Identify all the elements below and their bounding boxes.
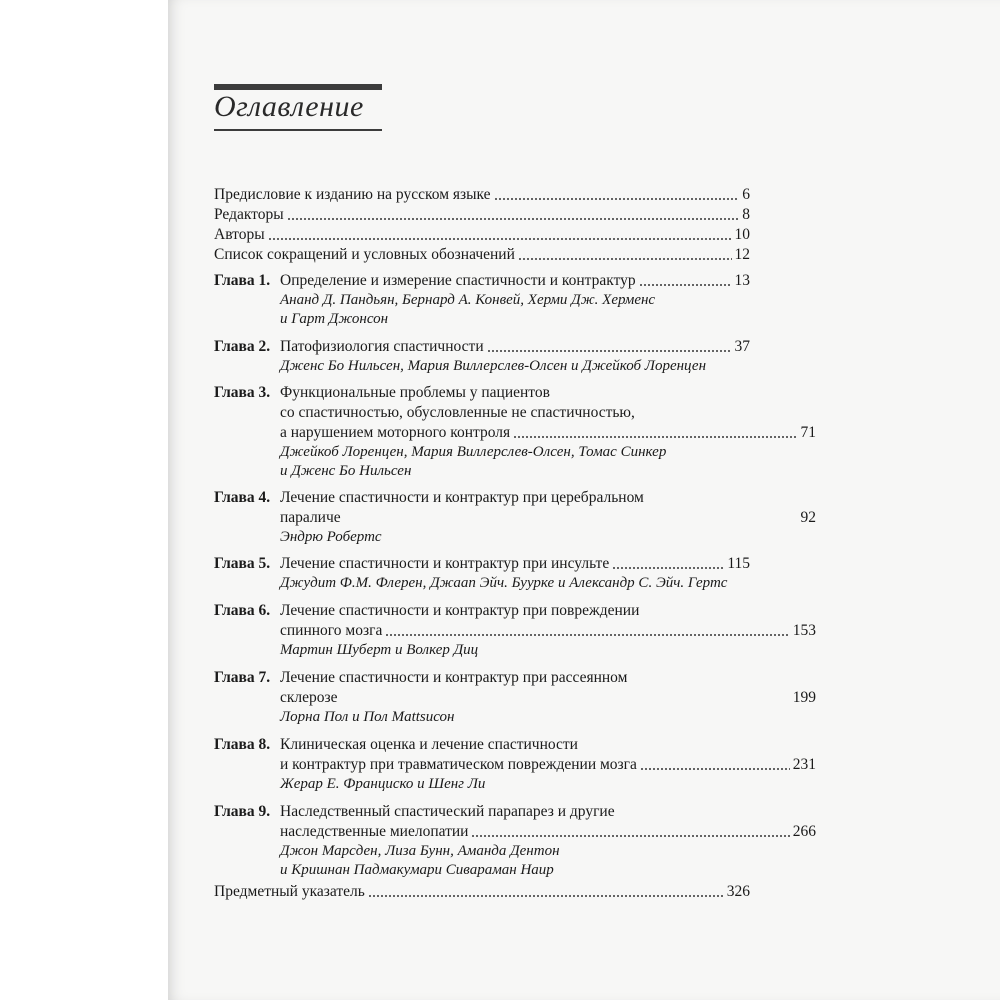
chapter-authors: и Гарт Джонсон <box>280 311 389 327</box>
chapter-authors: Ананд Д. Пандьян, Бернард А. Конвей, Херми Дж. Херменс <box>280 292 656 308</box>
chapter-4-heading <box>214 487 750 509</box>
chapter-page: 37 <box>734 338 750 355</box>
leader-dots <box>268 238 732 240</box>
chapter-label: Глава 9. <box>214 803 271 820</box>
chapter-title: наследственные миелопатии <box>280 823 469 840</box>
toc-entry-title: Предисловие к изданию на русском языке <box>214 186 491 203</box>
toc-entry <box>214 224 750 246</box>
chapter-title: спинного мозга <box>280 622 383 639</box>
chapter-title: склерозе <box>280 689 338 706</box>
chapter-label: Глава 7. <box>214 669 271 686</box>
chapter-authors: Эндрю Робертс <box>280 529 382 545</box>
toc-entry-title: Редакторы <box>214 206 284 223</box>
chapter-title: Определение и измерение спастичности и контрактур <box>280 272 636 289</box>
chapter-page: 199 <box>792 689 816 706</box>
chapter-label: Глава 4. <box>214 489 271 506</box>
leader-dots <box>494 198 740 200</box>
chapter-title: Лечение спастичности и контрактур при рассеянном <box>280 669 628 686</box>
leader-dots <box>471 835 789 837</box>
chapter-page: 115 <box>727 555 750 572</box>
leader-dots <box>385 634 789 636</box>
chapter-authors: Жерар Е. Франциско и Шенг Ли <box>280 776 486 792</box>
chapter-title: Лечение спастичности и контрактур при инсульте <box>280 555 610 572</box>
chapter-label: Глава 6. <box>214 602 271 619</box>
toc-entry-page: 6 <box>742 186 750 203</box>
chapter-title: а нарушением моторного контроля <box>280 424 511 441</box>
chapter-6-heading <box>214 600 750 622</box>
chapter-label: Глава 5. <box>214 555 271 572</box>
chapter-title: Наследственный спастический парапарез и другие <box>280 803 615 820</box>
chapter-title: и контрактур при травматическом повреждении мозга <box>280 756 637 773</box>
chapter-page: 231 <box>792 756 816 773</box>
chapter-title: Лечение спастичности и контрактур при повреждении <box>280 602 640 619</box>
chapter-label: Глава 1. <box>214 272 271 289</box>
chapter-authors: Мартин Шуберт и Волкер Диц <box>280 642 479 658</box>
chapter-authors: и Дженс Бо Нильсен <box>280 463 412 479</box>
chapter-page: 71 <box>800 424 816 441</box>
chapter-title: Клиническая оценка и лечение спастичности <box>280 736 578 753</box>
chapter-title: Лечение спастичности и контрактур при церебральном <box>280 489 644 506</box>
leader-dots <box>518 258 732 260</box>
chapter-9-heading <box>214 801 750 823</box>
toc-entry-title: Список сокращений и условных обозначений <box>214 246 515 263</box>
leader-dots <box>487 350 732 352</box>
chapter-authors: Джейкоб Лоренцен, Мария Виллерслев-Олсен, Томас Синкер <box>280 444 667 460</box>
title-rule <box>214 129 382 131</box>
chapter-title: со спастичностью, обусловленные не спастичностью, <box>280 404 635 421</box>
chapter-8-heading <box>214 734 750 756</box>
chapter-page: 13 <box>734 272 750 289</box>
leader-dots <box>612 567 724 569</box>
chapter-title: Патофизиология спастичности <box>280 338 484 355</box>
toc-entry-page: 8 <box>742 206 750 223</box>
chapter-label: Глава 2. <box>214 338 271 355</box>
toc-entry <box>214 204 750 226</box>
leader-dots <box>639 284 732 286</box>
page-title: Оглавление <box>214 90 364 123</box>
chapter-title: Функциональные проблемы у пациентов <box>280 384 550 401</box>
chapter-label: Глава 8. <box>214 736 271 753</box>
chapter-title-continued <box>214 402 816 424</box>
chapter-label: Глава 3. <box>214 384 271 401</box>
toc-entry-title: Предметный указатель <box>214 883 365 900</box>
chapter-page: 266 <box>792 823 816 840</box>
chapter-authors: Дженс Бо Нильсен, Мария Виллерслев-Олсен и Джейкоб Лоренцен <box>280 358 707 374</box>
leader-dots <box>640 768 790 770</box>
chapter-3-heading <box>214 382 750 404</box>
chapter-title: параличе <box>280 509 341 526</box>
toc-entry-index <box>214 881 750 903</box>
leader-dots <box>287 218 740 220</box>
toc-entry-page: 326 <box>726 883 750 900</box>
toc-entry-title: Авторы <box>214 226 265 243</box>
chapter-page: 153 <box>792 622 816 639</box>
chapter-authors: Джудит Ф.М. Флерен, Джаап Эйч. Буурке и Александр С. Эйч. Гертс <box>280 575 728 591</box>
chapter-authors: Джон Марсден, Лиза Бунн, Аманда Дентон <box>280 843 560 859</box>
toc-entry-page: 10 <box>734 226 750 243</box>
toc-entry <box>214 244 750 266</box>
chapter-7-heading <box>214 667 750 689</box>
chapter-page: 92 <box>800 509 816 526</box>
chapter-authors: и Кришнан Падмакумари Сивараман Наир <box>280 862 554 878</box>
chapter-authors: Лорна Пол и Пол Mattsисон <box>280 709 455 725</box>
toc-entry-page: 12 <box>734 246 750 263</box>
leader-dots <box>368 895 724 897</box>
leader-dots <box>513 436 797 438</box>
toc-entry <box>214 184 750 206</box>
